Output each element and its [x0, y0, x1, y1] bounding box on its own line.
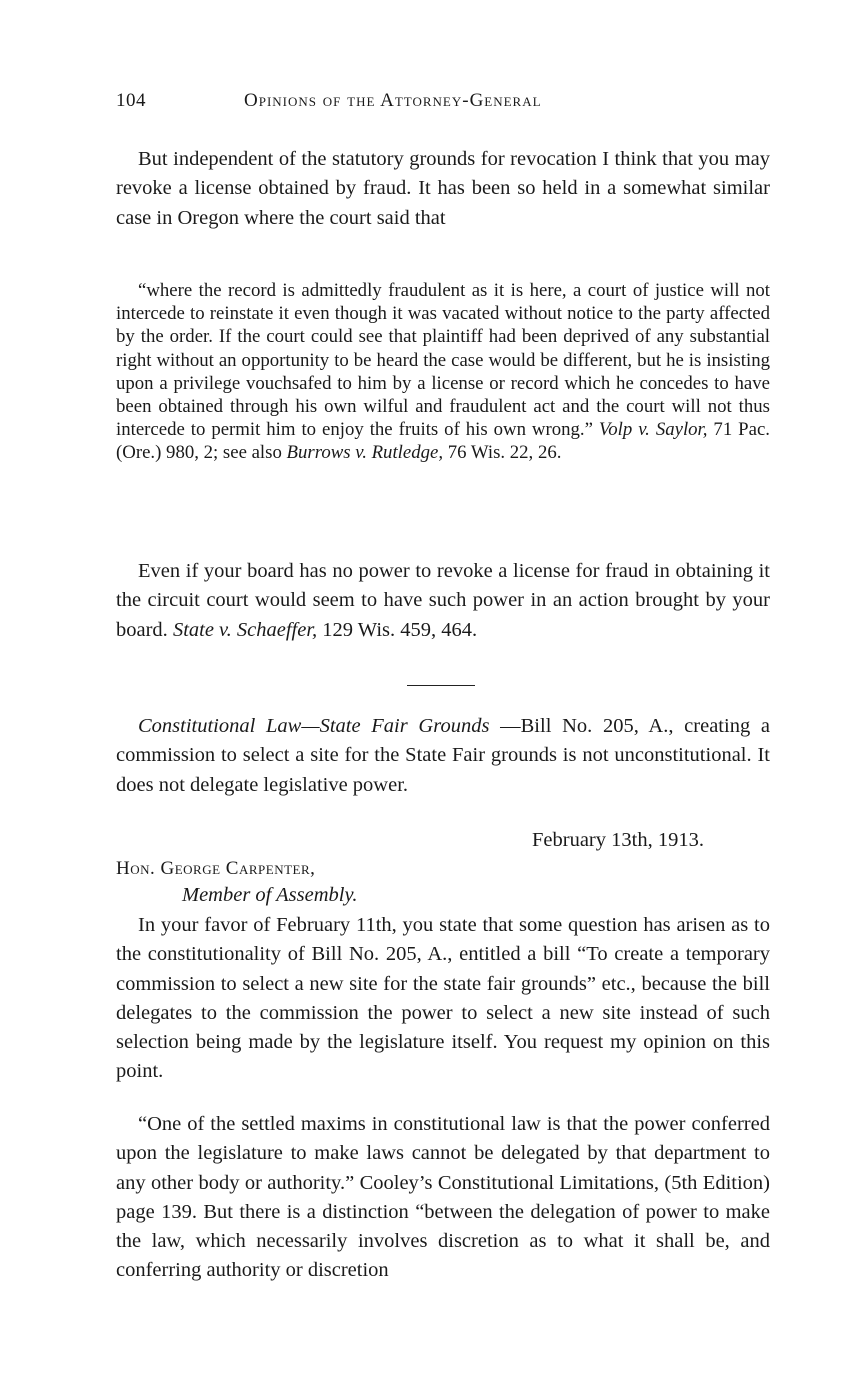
- opinion1-paragraph-1: But independent of the statutory grounds for revocation I think that you may revoke a license obtained by fraud. It has been so held in a somewhat similar case in Oregon where the court said that: [116, 148, 770, 229]
- quote-citation-case-2: Burrows v. Rutledge,: [286, 442, 444, 464]
- headnote-text: —Bill No. 205, A., creating a commission to select a site for the State Fair grounds is not unconstitutional. It does not delegate legislative power.: [116, 715, 770, 796]
- quote-citation-case-1: Volp v. Saylor,: [598, 419, 708, 441]
- opinion2-paragraph-1: In your favor of February 11th, you state that some question has arisen as to the constitutionality of Bill No. 205, A., entitled a bill “To create a temporary commission to select a new site for the state fair grounds” etc., because the bill delegates to the commission the power to select a new site instead of such selection being made by the legislature itself. You request my opinion on this point.: [116, 914, 770, 1083]
- quote-citation-rest-1: 71 Pac. (Ore.) 980, 2; see also: [116, 419, 770, 464]
- section-divider: [407, 685, 475, 686]
- block-quote: [116, 279, 770, 465]
- opinion2-paragraph-2: “One of the settled maxims in constitutional law is that the power conferred upon the legislature to make laws cannot be delegated by that department to any other body or authority.” Cooley’s Constitutional Limitations, (5th Edition) page 139. But there is a distinction “between the delegation of power to make the law, which necessarily involves discretion as to what it shall be, and conferring authority or discretion: [116, 1113, 770, 1282]
- running-head: Opinions of the Attorney-General: [244, 90, 542, 111]
- quote-text: “where the record is admittedly fraudulent as it is here, a court of justice will not intercede to reinstate it even though it was vacated without notice to the party affected by the order. If the court could see that plaintiff had been deprived of any substantial right without an opportunity to be heard the case would be different, but he is insisting upon a privilege vouchsafed to him by a license or record which he concedes to have been obtained through his own wilful and fraudulent act and the court will not thus intercede to permit him to enjoy the fruits of his own wrong.”: [116, 280, 770, 441]
- quote-citation-rest-2: 76 Wis. 22, 26.: [443, 442, 562, 464]
- addressee-title: Member of Assembly.: [182, 884, 358, 906]
- page-header: [116, 90, 770, 120]
- addressee-name: Hon. George Carpenter,: [116, 858, 316, 879]
- paragraph-2-text: Even if your board has no power to revoke a license for fraud in obtaining it the circuit court would seem to have such power in an action brought by your board.: [116, 560, 770, 641]
- paragraph-2-rest: 129 Wis. 459, 464.: [317, 618, 478, 641]
- opinion-date: February 13th, 1913.: [532, 829, 704, 851]
- headnote-topic: Constitutional Law—State Fair Grounds: [138, 715, 490, 737]
- opinion1-paragraph-2: [116, 557, 770, 645]
- headnote: [116, 712, 770, 800]
- paragraph-2-case: State v. Schaeffer,: [172, 618, 318, 641]
- page-number: 104: [116, 90, 146, 111]
